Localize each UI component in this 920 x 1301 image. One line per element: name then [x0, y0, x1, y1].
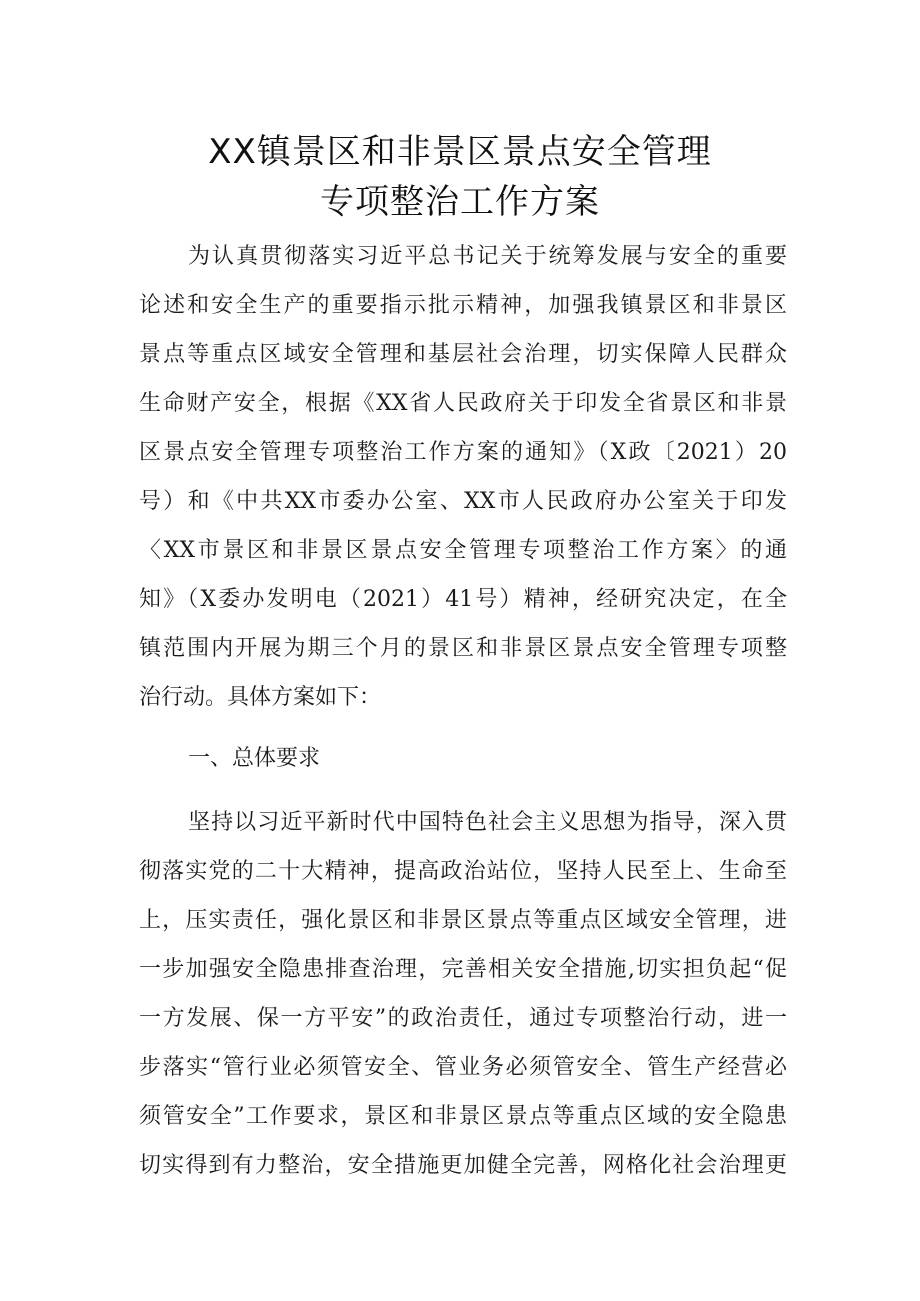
document-title-line-2: 专项整治工作方案 [320, 182, 600, 222]
paragraph-2-line-6: 步落实“管行业必须管安全、管业务必须管安全、管生产经营必 [139, 1055, 787, 1080]
paragraph-1-line-5: 区景点安全管理专项整治工作方案的通知》（X政〔2021）20 [139, 440, 787, 465]
paragraph-1-line-7: 〈XX市景区和非景区景点安全管理专项整治工作方案〉的通 [139, 538, 787, 563]
paragraph-2-line-4: 一步加强安全隐患排查治理，完善相关安全措施,切实担负起“促 [139, 957, 787, 982]
paragraph-1-line-10: 治行动。具体方案如下： [139, 685, 382, 710]
paragraph-1-line-6: 号）和《中共XX市委办公室、XX市人民政府办公室关于印发 [139, 489, 787, 514]
section-1-heading: 一、总体要求 [188, 746, 321, 771]
paragraph-1-line-9: 镇范围内开展为期三个月的景区和非景区景点安全管理专项整 [139, 636, 787, 661]
paragraph-1-line-2: 论述和安全生产的重要指示批示精神，加强我镇景区和非景区 [139, 293, 787, 318]
paragraph-2-line-5: 一方发展、保一方平安”的政治责任，通过专项整治行动，进一 [139, 1006, 787, 1031]
paragraph-1-line-8: 知》（X委办发明电（2021）41号）精神，经研究决定，在全 [139, 587, 787, 612]
paragraph-2-line-2: 彻落实党的二十大精神，提高政治站位，坚持人民至上、生命至 [139, 859, 787, 884]
paragraph-1-line-3: 景点等重点区域安全管理和基层社会治理，切实保障人民群众 [139, 342, 787, 367]
paragraph-2-line-7: 须管安全”工作要求，景区和非景区景点等重点区域的安全隐患 [139, 1104, 787, 1129]
paragraph-1-line-4: 生命财产安全，根据《XX省人民政府关于印发全省景区和非景 [139, 391, 787, 416]
paragraph-2-line-3: 上，压实责任，强化景区和非景区景点等重点区域安全管理，进 [139, 908, 787, 933]
paragraph-2-line-8: 切实得到有力整治，安全措施更加健全完善，网格化社会治理更 [139, 1153, 787, 1178]
document-title-line-1: XX镇景区和非景区景点安全管理 [208, 132, 712, 172]
paragraph-1-line-1: 为认真贯彻落实习近平总书记关于统筹发展与安全的重要 [188, 244, 787, 269]
paragraph-2-line-1: 坚持以习近平新时代中国特色社会主义思想为指导，深入贯 [188, 810, 787, 835]
